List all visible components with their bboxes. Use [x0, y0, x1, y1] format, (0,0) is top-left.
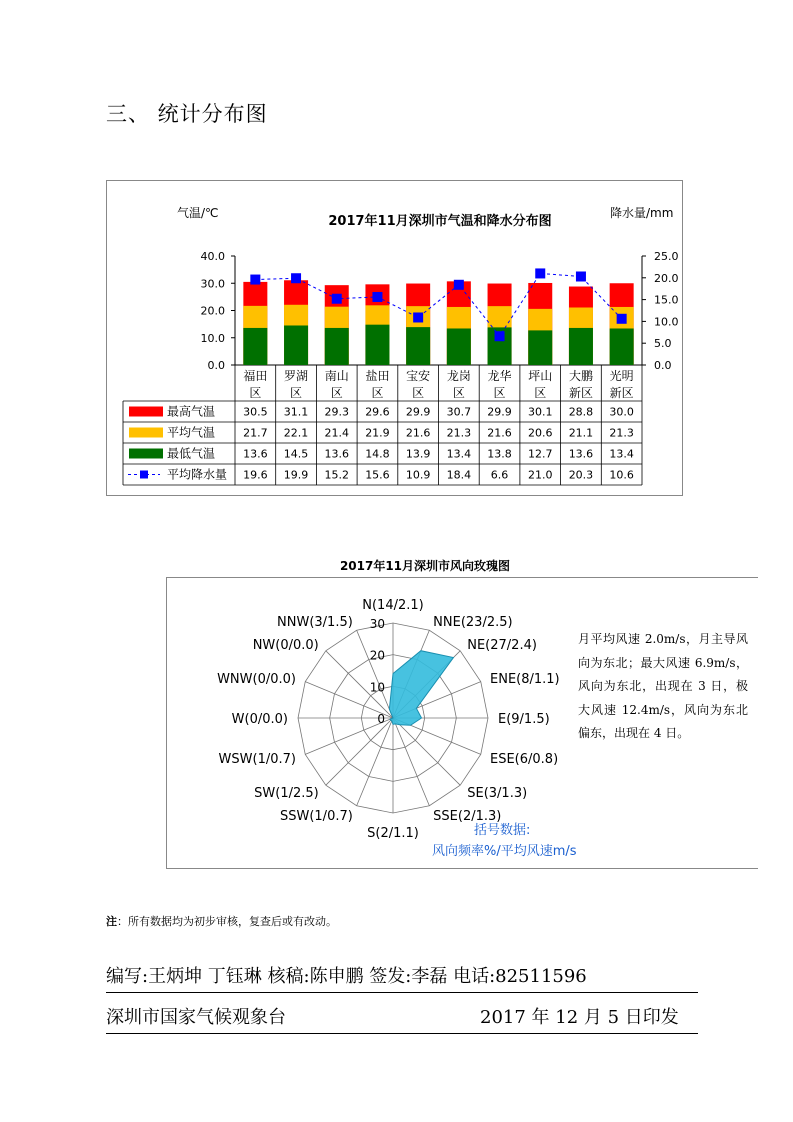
data-label: 18.4	[446, 468, 472, 482]
data-label: 21.9	[365, 426, 390, 440]
data-label: 20.3	[568, 468, 594, 482]
data-label: 12.7	[528, 447, 553, 461]
category-label: 区	[412, 386, 425, 400]
rose-spoke	[326, 718, 393, 785]
rose-direction-label: SSE(2/1.3)	[433, 809, 502, 825]
data-label: 15.2	[324, 468, 349, 482]
data-label: 21.6	[487, 426, 512, 440]
y-axis-title: 气温/℃	[177, 206, 219, 220]
y-tick-label: 10.0	[200, 331, 225, 345]
legend-label: 最高气温	[167, 404, 216, 419]
data-label: 15.6	[365, 468, 390, 482]
category-label: 区	[534, 386, 547, 400]
category-label: 盐田	[365, 369, 390, 383]
category-label: 区	[330, 386, 343, 400]
category-label: 宝安	[406, 369, 431, 383]
data-label: 21.1	[568, 426, 594, 440]
data-label: 13.6	[243, 447, 268, 461]
footer-divider-top	[106, 992, 698, 993]
data-label: 21.7	[243, 426, 268, 440]
rose-direction-label: WSW(1/0.7)	[218, 752, 296, 768]
rose-tick-label: 0	[377, 712, 385, 726]
data-label: 29.3	[324, 405, 349, 419]
data-label: 19.9	[283, 468, 309, 482]
legend-label: 平均气温	[167, 425, 216, 440]
rose-direction-label: NNW(3/1.5)	[277, 614, 353, 630]
data-label: 31.1	[283, 405, 309, 419]
category-label: 区	[249, 386, 262, 400]
data-label: 13.4	[609, 447, 634, 461]
rose-direction-label: W(0/0.0)	[231, 712, 288, 727]
data-label: 21.4	[324, 426, 349, 440]
data-label: 20.6	[528, 426, 553, 440]
rose-direction-label: E(9/1.5)	[498, 712, 550, 727]
rose-tick-label: 20	[369, 648, 385, 663]
legend-label: 平均降水量	[167, 467, 228, 482]
category-label: 区	[452, 386, 465, 400]
data-label: 10.9	[405, 468, 431, 482]
rose-direction-label: ENE(8/1.1)	[490, 671, 560, 687]
category-label: 龙华	[487, 369, 512, 383]
data-label: 21.0	[528, 468, 553, 482]
note	[106, 913, 337, 929]
y-tick-label: 40.0	[200, 250, 225, 263]
category-label: 龙岗	[446, 369, 471, 383]
y2-tick-label: 10.0	[654, 315, 679, 329]
data-label: 13.6	[568, 447, 594, 461]
y2-tick-label: 0.0	[654, 359, 672, 372]
footer-credits: 编写:王炳坤 丁钰琳 核稿:陈申鹏 签发:李磊 电话:82511596	[106, 966, 587, 987]
data-label: 21.6	[405, 426, 431, 440]
y2-axis-title: 降水量/mm	[610, 206, 674, 220]
data-label: 29.9	[405, 405, 431, 419]
rose-annotation: 括号数据:	[474, 823, 531, 838]
wind-rose-description: 月平均风速 2.0m/s，月主导风向为东北；最大风速 6.9m/s，风向为东北，出现在 3 日，极大风速 12.4m/s，风向为东北偏东，出现在 4 日。	[578, 632, 748, 740]
data-label: 6.6	[490, 468, 509, 482]
y2-tick-label: 5.0	[654, 337, 672, 351]
rose-direction-label: ESE(6/0.8)	[490, 752, 559, 768]
wind-rose-title: 2017年11月深圳市风向玫瑰图	[300, 557, 550, 574]
data-label: 13.4	[446, 447, 472, 461]
data-label: 13.9	[405, 447, 431, 461]
legend-label: 最低气温	[167, 446, 216, 461]
data-label: 21.3	[609, 426, 634, 440]
category-label: 光明	[609, 369, 634, 383]
data-label: 21.3	[446, 426, 472, 440]
footer-organization: 深圳市国家气候观象台	[106, 1007, 286, 1028]
y2-tick-label: 25.0	[654, 250, 679, 263]
data-label: 14.5	[283, 447, 309, 461]
data-label: 30.5	[243, 405, 268, 419]
rose-direction-label: NNE(23/2.5)	[433, 614, 513, 630]
data-label: 19.6	[243, 468, 268, 482]
rose-direction-label: SSW(1/0.7)	[279, 809, 353, 825]
category-label: 区	[290, 386, 303, 400]
data-label: 14.8	[365, 447, 390, 461]
data-label: 30.7	[446, 405, 472, 419]
data-label: 10.6	[609, 468, 634, 482]
section-title: 三、 统计分布图	[106, 102, 268, 126]
category-label: 新区	[568, 386, 593, 400]
rose-direction-label: N(14/2.1)	[362, 598, 424, 613]
chart-title: 2017年11月深圳市气温和降水分布图	[328, 214, 552, 229]
footer-date: 2017 年 12 月 5 日印发	[480, 1007, 679, 1028]
data-label: 13.8	[487, 447, 512, 461]
y-tick-label: 0.0	[207, 359, 225, 372]
data-label: 22.1	[283, 426, 309, 440]
rose-direction-label: S(2/1.1)	[367, 826, 419, 841]
rose-direction-label: WNW(0/0.0)	[217, 671, 296, 687]
footer-divider-bottom	[106, 1033, 698, 1034]
data-label: 28.8	[568, 405, 594, 419]
rose-tick-label: 10	[369, 680, 385, 695]
data-label: 30.0	[609, 405, 634, 419]
rose-spoke	[393, 718, 460, 785]
data-label: 29.6	[365, 405, 390, 419]
rose-direction-label: NW(0/0.0)	[252, 637, 319, 653]
category-label: 南山	[324, 369, 349, 383]
y2-tick-label: 15.0	[654, 293, 679, 307]
category-label: 大鹏	[568, 369, 593, 383]
note-text: ：所有数据均为初步审核，复查后或有改动。	[117, 915, 337, 928]
y-tick-label: 30.0	[200, 277, 225, 291]
y2-tick-label: 20.0	[654, 271, 679, 285]
rose-direction-label: SE(3/1.3)	[467, 786, 528, 802]
data-label: 29.9	[487, 405, 512, 419]
rose-annotation: 风向频率%/平均风速m/s	[432, 844, 577, 859]
rose-tick-label: 30	[369, 617, 385, 631]
rose-data-area	[389, 651, 453, 726]
category-label: 区	[493, 386, 506, 400]
note-label: 注	[106, 915, 117, 928]
category-label: 区	[371, 386, 384, 400]
rose-direction-label: SW(1/2.5)	[254, 786, 319, 802]
rose-direction-label: NE(27/2.4)	[467, 637, 537, 653]
y-tick-label: 20.0	[200, 304, 225, 318]
data-label: 13.6	[324, 447, 349, 461]
category-label: 坪山	[528, 369, 553, 383]
category-label: 新区	[609, 386, 634, 400]
data-label: 30.1	[528, 405, 553, 419]
category-label: 罗湖	[284, 369, 309, 383]
category-label: 福田	[243, 369, 268, 383]
